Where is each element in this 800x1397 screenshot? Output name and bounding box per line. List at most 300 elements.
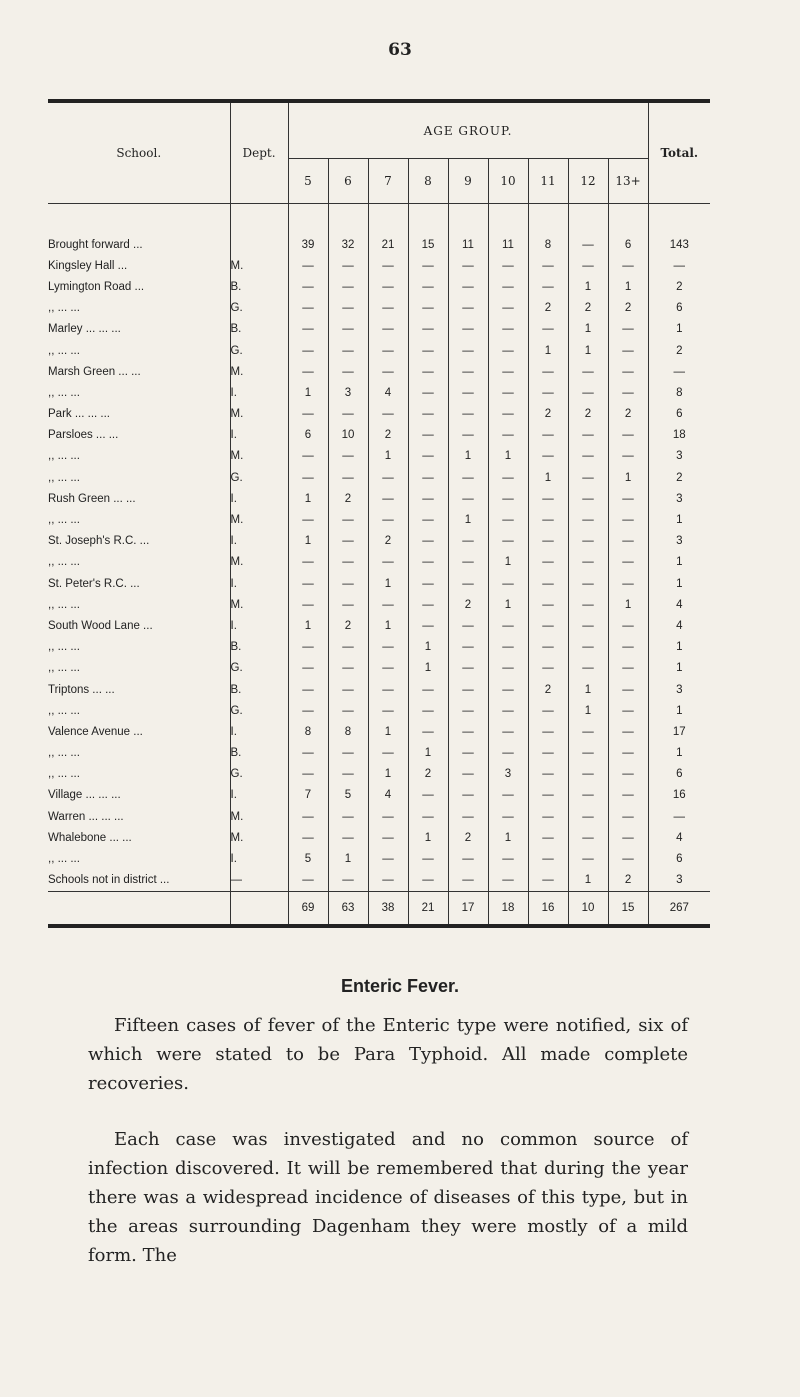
age-count: —	[448, 361, 488, 382]
age-count: —	[568, 827, 608, 848]
age-header-cell: 11	[528, 159, 568, 204]
age-count: —	[328, 446, 368, 467]
age-count: —	[608, 637, 648, 658]
age-count: —	[408, 361, 448, 382]
table-row	[48, 637, 710, 658]
age-count: —	[408, 806, 448, 827]
age-count: —	[368, 806, 408, 827]
age-count: —	[408, 425, 448, 446]
table-row	[48, 467, 710, 488]
school-name: ,, ... ...	[48, 556, 80, 569]
age-count: —	[328, 700, 368, 721]
age-count: —	[408, 298, 448, 319]
age-count: —	[408, 552, 448, 573]
age-count: —	[528, 552, 568, 573]
age-count: —	[568, 255, 608, 276]
age-count: —	[408, 509, 448, 530]
age-count: —	[448, 785, 488, 806]
age-count: —	[448, 743, 488, 764]
age-count: 1	[528, 467, 568, 488]
age-count: —	[368, 700, 408, 721]
dept-header: Dept.	[230, 103, 288, 204]
age-count: —	[368, 298, 408, 319]
age-count: —	[328, 658, 368, 679]
age-count: —	[488, 721, 528, 742]
row-total: 143	[648, 234, 710, 255]
school-name: Park ... ... ...	[48, 408, 110, 421]
school-name: Village ... ... ...	[48, 789, 121, 802]
age-count: —	[488, 700, 528, 721]
dept-code: M.	[230, 404, 288, 425]
age-count: 4	[368, 382, 408, 403]
age-count: 3	[488, 764, 528, 785]
age-count: —	[568, 509, 608, 530]
age-count: 1	[408, 827, 448, 848]
age-count: 1	[488, 446, 528, 467]
age-count: —	[408, 446, 448, 467]
age-count: —	[368, 276, 408, 297]
age-count: —	[528, 382, 568, 403]
age-count: —	[288, 276, 328, 297]
age-group-table	[48, 103, 710, 924]
age-count: —	[288, 870, 328, 892]
age-count: —	[608, 785, 648, 806]
age-count: —	[528, 509, 568, 530]
age-count: —	[608, 255, 648, 276]
age-count: —	[488, 276, 528, 297]
dept-code: —	[230, 870, 288, 892]
age-count: —	[528, 827, 568, 848]
school-header: School.	[116, 146, 162, 160]
age-count: 1	[288, 531, 328, 552]
school-name: St. Peter's R.C. ...	[48, 577, 140, 590]
age-count: —	[488, 806, 528, 827]
school-name: ,, ... ...	[48, 302, 80, 315]
age-count: —	[488, 658, 528, 679]
age-count: —	[568, 806, 608, 827]
total-count: 21	[408, 891, 448, 924]
school-name: ,, ... ...	[48, 853, 80, 866]
age-count: —	[448, 721, 488, 742]
age-count: —	[568, 743, 608, 764]
school-name: ,, ... ...	[48, 768, 80, 781]
school-name: Kingsley Hall ...	[48, 259, 128, 272]
age-count: —	[528, 255, 568, 276]
age-count: 1	[408, 743, 448, 764]
table-row	[48, 827, 710, 848]
age-count: —	[408, 700, 448, 721]
age-count: —	[408, 679, 448, 700]
table-row	[48, 594, 710, 615]
age-count: —	[448, 615, 488, 636]
dept-code: B.	[230, 679, 288, 700]
age-count: 32	[328, 234, 368, 255]
age-count: —	[288, 658, 328, 679]
age-count: —	[488, 573, 528, 594]
age-count: —	[328, 340, 368, 361]
age-count: —	[528, 594, 568, 615]
age-count: —	[328, 276, 368, 297]
age-count: 2	[528, 679, 568, 700]
age-count: —	[568, 361, 608, 382]
age-count: —	[488, 382, 528, 403]
dept-code: M.	[230, 827, 288, 848]
age-count: 11	[488, 234, 528, 255]
table-row	[48, 234, 710, 255]
row-total: 4	[648, 594, 710, 615]
age-count: 6	[608, 234, 648, 255]
table-row	[48, 298, 710, 319]
dept-code: M.	[230, 552, 288, 573]
table-row	[48, 531, 710, 552]
row-total: —	[648, 806, 710, 827]
age-count: —	[448, 319, 488, 340]
age-count: —	[328, 298, 368, 319]
age-count: 4	[368, 785, 408, 806]
age-count: —	[568, 637, 608, 658]
age-count: —	[368, 848, 408, 869]
dept-code: M.	[230, 594, 288, 615]
age-count: —	[568, 531, 608, 552]
dept-code: B.	[230, 319, 288, 340]
age-count: —	[288, 700, 328, 721]
dept-code: B.	[230, 276, 288, 297]
age-count: —	[368, 319, 408, 340]
age-count: —	[408, 848, 448, 869]
age-count: —	[448, 298, 488, 319]
age-count: —	[488, 404, 528, 425]
school-name: Schools not in district ...	[48, 874, 170, 887]
age-count: —	[568, 234, 608, 255]
age-count: —	[448, 255, 488, 276]
age-count: 1	[368, 446, 408, 467]
total-count: 63	[328, 891, 368, 924]
row-total: 1	[648, 700, 710, 721]
age-count: —	[368, 467, 408, 488]
age-header-cell: 9	[448, 159, 488, 204]
row-total: 16	[648, 785, 710, 806]
age-count: —	[288, 743, 328, 764]
age-count: —	[288, 764, 328, 785]
age-count: —	[608, 340, 648, 361]
age-count: —	[368, 594, 408, 615]
age-count: —	[328, 743, 368, 764]
age-count: —	[368, 255, 408, 276]
total-count: 17	[448, 891, 488, 924]
age-count: —	[288, 467, 328, 488]
age-count: 6	[288, 425, 328, 446]
row-total: 6	[648, 764, 710, 785]
age-count: 1	[568, 870, 608, 892]
age-count: —	[488, 848, 528, 869]
school-name: ,, ... ...	[48, 344, 80, 357]
age-count: —	[528, 319, 568, 340]
age-count: —	[408, 531, 448, 552]
row-total: 6	[648, 404, 710, 425]
dept-code: I.	[230, 721, 288, 742]
age-count: —	[608, 679, 648, 700]
age-count: —	[328, 361, 368, 382]
age-count: 3	[328, 382, 368, 403]
table-row	[48, 743, 710, 764]
school-name: ,, ... ...	[48, 662, 80, 675]
age-count: 2	[608, 298, 648, 319]
age-count: 1	[608, 276, 648, 297]
age-count: —	[528, 870, 568, 892]
age-count: —	[488, 870, 528, 892]
dept-code: I.	[230, 785, 288, 806]
totals-row	[48, 891, 710, 924]
age-count: —	[528, 848, 568, 869]
table-row	[48, 679, 710, 700]
row-total: 1	[648, 319, 710, 340]
age-count: —	[448, 531, 488, 552]
school-name: Whalebone ... ...	[48, 831, 132, 844]
age-count: —	[328, 319, 368, 340]
age-count: —	[608, 721, 648, 742]
age-count: —	[568, 658, 608, 679]
age-count: —	[328, 806, 368, 827]
table-row	[48, 658, 710, 679]
age-count: 2	[448, 594, 488, 615]
dept-code: M.	[230, 446, 288, 467]
age-count: —	[288, 404, 328, 425]
age-count: —	[288, 509, 328, 530]
age-count: —	[288, 446, 328, 467]
age-count: 1	[368, 764, 408, 785]
age-count: 11	[448, 234, 488, 255]
age-count: —	[328, 870, 368, 892]
age-count: —	[568, 594, 608, 615]
dept-code: G.	[230, 340, 288, 361]
age-count: 1	[448, 509, 488, 530]
age-count: —	[288, 361, 328, 382]
school-name: Lymington Road ...	[48, 280, 145, 293]
school-name: South Wood Lane ...	[48, 619, 153, 632]
school-name: Parsloes ... ...	[48, 429, 119, 442]
age-count: —	[568, 785, 608, 806]
age-count: —	[368, 340, 408, 361]
age-count: —	[408, 255, 448, 276]
row-total: 1	[648, 658, 710, 679]
age-count: —	[608, 361, 648, 382]
age-count: —	[408, 276, 448, 297]
age-count: —	[488, 467, 528, 488]
age-count: —	[528, 785, 568, 806]
row-total: 3	[648, 679, 710, 700]
age-count: —	[528, 806, 568, 827]
age-count: —	[288, 637, 328, 658]
row-total: 1	[648, 509, 710, 530]
school-name: Warren ... ... ...	[48, 810, 124, 823]
age-count: 1	[568, 700, 608, 721]
age-count: 2	[528, 298, 568, 319]
age-count: —	[368, 679, 408, 700]
age-count: —	[408, 721, 448, 742]
school-name: Marsh Green ... ...	[48, 365, 141, 378]
table-row	[48, 340, 710, 361]
age-header-cell: 10	[488, 159, 528, 204]
age-count: —	[288, 573, 328, 594]
age-count: —	[608, 743, 648, 764]
dept-code: M.	[230, 255, 288, 276]
age-count: 2	[448, 827, 488, 848]
age-count: —	[608, 319, 648, 340]
age-count: —	[528, 658, 568, 679]
row-total: 6	[648, 848, 710, 869]
age-count: —	[328, 467, 368, 488]
age-count: —	[368, 743, 408, 764]
table-row	[48, 404, 710, 425]
age-count: —	[448, 870, 488, 892]
age-count: 1	[288, 615, 328, 636]
age-count: —	[448, 488, 488, 509]
school-name: St. Joseph's R.C. ...	[48, 535, 150, 548]
dept-code: M.	[230, 361, 288, 382]
page-number: 63	[388, 40, 412, 60]
age-count: —	[488, 361, 528, 382]
age-count: —	[288, 594, 328, 615]
age-count: —	[408, 319, 448, 340]
age-count: —	[368, 509, 408, 530]
age-count: —	[368, 552, 408, 573]
dept-code	[230, 234, 288, 255]
age-count: —	[448, 764, 488, 785]
row-total: —	[648, 361, 710, 382]
dept-code: I.	[230, 615, 288, 636]
age-count: —	[288, 827, 328, 848]
row-total: —	[648, 255, 710, 276]
age-count: 15	[408, 234, 448, 255]
age-count: —	[408, 594, 448, 615]
dept-code: G.	[230, 764, 288, 785]
paragraph-2: Each case was investigated and no common source of infection discovered. It will be remembered that during the year there was a widespread incidence of diseases of this type, but in the areas surrounding Dagenham they were mostly of a mild form. The	[88, 1129, 688, 1266]
row-total: 3	[648, 488, 710, 509]
section-heading: Enteric Fever.	[340, 976, 460, 996]
age-count: —	[608, 700, 648, 721]
table-row	[48, 615, 710, 636]
row-total: 3	[648, 870, 710, 892]
age-count: —	[528, 531, 568, 552]
table-bottom-rule	[48, 924, 710, 928]
table-row	[48, 848, 710, 869]
table-row	[48, 509, 710, 530]
dept-code: G.	[230, 700, 288, 721]
school-name: ,, ... ...	[48, 514, 80, 527]
total-count: 10	[568, 891, 608, 924]
row-total: 1	[648, 552, 710, 573]
age-count: —	[608, 827, 648, 848]
age-count: —	[608, 382, 648, 403]
age-group-header: AGE GROUP.	[288, 103, 648, 159]
age-count: 2	[568, 404, 608, 425]
age-count: 1	[568, 340, 608, 361]
row-total: 18	[648, 425, 710, 446]
age-count: —	[568, 552, 608, 573]
age-count: —	[568, 488, 608, 509]
age-count: —	[368, 404, 408, 425]
total-count: 16	[528, 891, 568, 924]
dept-code: M.	[230, 509, 288, 530]
total-count: 15	[608, 891, 648, 924]
age-count: —	[608, 446, 648, 467]
age-count: —	[568, 467, 608, 488]
school-name: Marley ... ... ...	[48, 323, 121, 336]
age-count: 2	[608, 404, 648, 425]
age-count: 1	[568, 679, 608, 700]
table-row	[48, 319, 710, 340]
age-count: —	[528, 446, 568, 467]
age-count: —	[528, 700, 568, 721]
age-count: 1	[328, 848, 368, 869]
table-row	[48, 785, 710, 806]
age-count: —	[488, 743, 528, 764]
age-count: —	[568, 446, 608, 467]
age-count: —	[328, 827, 368, 848]
age-count: —	[568, 764, 608, 785]
age-count: —	[488, 637, 528, 658]
age-count: —	[408, 870, 448, 892]
school-name: ,, ... ...	[48, 747, 80, 760]
age-count: —	[608, 509, 648, 530]
age-count: 1	[408, 637, 448, 658]
total-count: 18	[488, 891, 528, 924]
age-count: 1	[408, 658, 448, 679]
table-row	[48, 552, 710, 573]
age-header-cell: 5	[288, 159, 328, 204]
age-count: 1	[528, 340, 568, 361]
age-count: 7	[288, 785, 328, 806]
age-count: —	[408, 573, 448, 594]
age-count: —	[328, 573, 368, 594]
age-count: 1	[608, 594, 648, 615]
age-count: —	[608, 848, 648, 869]
age-count: 2	[528, 404, 568, 425]
age-header-cell: 13+	[608, 159, 648, 204]
age-count: —	[448, 637, 488, 658]
row-total: 2	[648, 276, 710, 297]
age-count: —	[368, 637, 408, 658]
age-count: —	[608, 425, 648, 446]
dept-code: I.	[230, 848, 288, 869]
age-header-cell: 6	[328, 159, 368, 204]
age-count: —	[288, 255, 328, 276]
age-count: —	[448, 679, 488, 700]
school-name: ,, ... ...	[48, 386, 80, 399]
age-count: —	[448, 276, 488, 297]
age-count: —	[408, 785, 448, 806]
age-header-cell: 8	[408, 159, 448, 204]
age-count: 2	[568, 298, 608, 319]
age-count: —	[528, 573, 568, 594]
age-count: —	[328, 255, 368, 276]
dept-code: I.	[230, 573, 288, 594]
age-count: —	[408, 488, 448, 509]
age-count: 1	[288, 488, 328, 509]
age-count: —	[328, 637, 368, 658]
school-name: ,, ... ...	[48, 471, 80, 484]
age-count: —	[328, 594, 368, 615]
age-count: —	[448, 552, 488, 573]
school-name: ,, ... ...	[48, 641, 80, 654]
age-count: —	[488, 425, 528, 446]
age-count: —	[488, 531, 528, 552]
age-count: 8	[528, 234, 568, 255]
age-count: —	[368, 827, 408, 848]
age-count: —	[488, 509, 528, 530]
age-count: —	[488, 488, 528, 509]
dept-code: B.	[230, 637, 288, 658]
